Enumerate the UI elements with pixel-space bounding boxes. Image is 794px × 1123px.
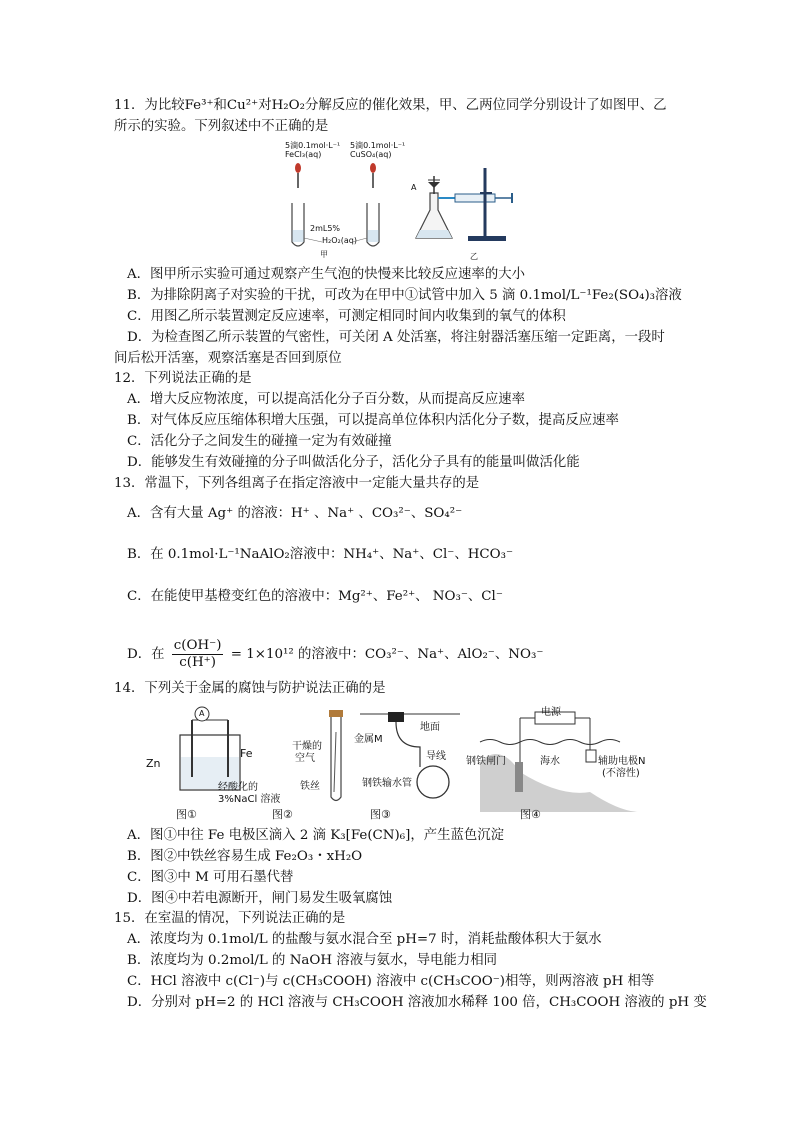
q12-stem: 12．下列说法正确的是 — [114, 371, 252, 386]
q11-label-a: A — [411, 183, 417, 192]
q13-fraction-numerator: c(OH⁻) — [173, 638, 222, 653]
q11-label-jia: 甲 — [320, 250, 328, 259]
q12-option-a: A．增大反应物浓度，可以提高活化分子百分数，从而提高反应速率 — [127, 392, 525, 407]
fig3-ground-label: 地面 — [420, 722, 440, 733]
q12-option-b: B．对气体反应压缩体积增大压强，可以提高单位体积内活化分子数，提高反应速率 — [127, 413, 619, 428]
q11-label-cuso4-conc: 5滴0.1mol·L⁻¹ — [350, 141, 406, 150]
q11-label-h2o2-vol: 2mL5% — [310, 224, 341, 233]
q11-stem-line1: 11．为比较Fe³⁺和Cu²⁺对H₂O₂分解反应的催化效果，甲、乙两位同学分别设计了如图甲、乙 — [114, 98, 667, 113]
q14-stem: 14．下列关于金属的腐蚀与防护说法正确的是 — [114, 681, 386, 696]
q11-label-fecl3: FeCl₃(aq) — [285, 150, 322, 159]
q11-option-d-line1: D．为检查图乙所示装置的气密性，可关闭 A 处活塞，将注射器活塞压缩一定距离，一段时 — [127, 330, 665, 345]
q11-label-yi: 乙 — [470, 252, 478, 261]
fig3-pipe-label: 钢铁输水管 — [362, 778, 412, 789]
fig3-caption: 图③ — [370, 808, 391, 821]
fig2-caption: 图② — [272, 808, 293, 821]
q13-fraction-denominator: c(H⁺) — [179, 655, 216, 670]
q14-figures — [140, 702, 700, 824]
q14-option-b: B．图②中铁丝容易生成 Fe₂O₃・xH₂O — [127, 849, 363, 864]
q13-option-d-suffix: = 1×10¹² 的溶液中：CO₃²⁻、Na⁺、AlO₂⁻、NO₃⁻ — [230, 647, 544, 662]
q15-option-d: D．分别对 pH=2 的 HCl 溶液与 CH₃COOH 溶液加水稀释 100 倍，CH₃COOH 溶液的 pH 变 — [127, 995, 707, 1010]
fig4-sea-label: 海水 — [540, 756, 560, 767]
q11-label-h2o2: H₂O₂(aq) — [322, 236, 357, 245]
q11-stem-line2: 所示的实验。下列叙述中不正确的是 — [114, 119, 329, 134]
q15-option-c: C．HCl 溶液中 c(Cl⁻)与 c(CH₃COOH) 溶液中 c(CH₃COO⁻)相等，则两溶液 pH 相等 — [127, 974, 655, 989]
q13-stem: 13．常温下，下列各组离子在指定溶液中一定能大量共存的是 — [114, 476, 480, 491]
q11-figure — [280, 138, 540, 263]
q11-option-b: B．为排除阴离子对实验的干扰，可改为在甲中①试管中加入 5 滴 0.1mol/L⁻¹Fe₂(SO₄)₃溶液 — [127, 288, 682, 303]
q11-label-cuso4: CuSO₄(aq) — [350, 150, 392, 159]
fig2-air-label1: 干燥的 — [292, 741, 322, 752]
fig1-fe-label: Fe — [240, 747, 253, 760]
q13-option-d — [127, 638, 543, 671]
q13-option-c: C．在能使甲基橙变红色的溶液中：Mg²⁺、Fe²⁺、 NO₃⁻、Cl⁻ — [127, 589, 503, 604]
fig1-solution-label1: 经酸化的 — [218, 782, 258, 793]
fig4-power-label: 电源 — [541, 707, 561, 718]
fig4-caption: 图④ — [520, 808, 541, 821]
q15-option-b: B．浓度均为 0.2mol/L 的 NaOH 溶液与氨水，导电能力相同 — [127, 953, 497, 968]
q11-option-d-line2: 间后松开活塞，观察活塞是否回到原位 — [114, 351, 342, 366]
q13-fraction — [172, 638, 224, 671]
fig1-ammeter-label: A — [199, 709, 205, 718]
q14-option-a: A．图①中往 Fe 电极区滴入 2 滴 K₃[Fe(CN)₆]，产生蓝色沉淀 — [127, 828, 505, 843]
fig4-gate-label: 钢铁闸门 — [466, 756, 506, 767]
fig1-zn-label: Zn — [146, 757, 161, 770]
q11-option-a: A．图甲所示实验可通过观察产生气泡的快慢来比较反应速率的大小 — [127, 267, 525, 282]
q14-option-d: D．图④中若电源断开，闸门易发生吸氧腐蚀 — [127, 891, 393, 906]
q11-apparatus-drawing — [280, 138, 540, 263]
fig1-caption: 图① — [176, 808, 197, 821]
fig4-electrode-label2: (不溶性) — [602, 768, 640, 779]
q12-option-c: C．活化分子之间发生的碰撞一定为有效碰撞 — [127, 434, 392, 449]
q15-stem: 15．在室温的情况，下列说法正确的是 — [114, 911, 346, 926]
q12-option-d: D．能够发生有效碰撞的分子叫做活化分子，活化分子具有的能量叫做活化能 — [127, 455, 580, 470]
q13-option-a: A．含有大量 Ag⁺ 的溶液：H⁺ 、Na⁺ 、CO₃²⁻、SO₄²⁻ — [127, 506, 463, 521]
q13-option-d-prefix: D．在 — [127, 647, 165, 662]
fig2-air-label2: 空气 — [295, 753, 315, 764]
fig3-lead-label: 导线 — [426, 751, 446, 762]
q13-option-b: B．在 0.1mol·L⁻¹NaAlO₂溶液中：NH₄⁺、Na⁺、Cl⁻、HCO₃⁻ — [127, 547, 514, 562]
fig3-metal-label: 金属M — [354, 734, 383, 745]
q14-option-c: C．图③中 M 可用石墨代替 — [127, 870, 294, 885]
q11-option-c: C．用图乙所示装置测定反应速率，可测定相同时间内收集到的氧气的体积 — [127, 309, 566, 324]
q15-option-a: A．浓度均为 0.1mol/L 的盐酸与氨水混合至 pH=7 时，消耗盐酸体积大于氨水 — [127, 932, 602, 947]
fig1-solution-label2: 3%NaCl 溶液 — [218, 794, 281, 805]
fig4-electrode-label1: 辅助电极N — [598, 756, 646, 767]
q11-label-fecl3-conc: 5滴0.1mol·L⁻¹ — [285, 141, 341, 150]
fig2-wire-label: 铁丝 — [300, 781, 320, 792]
